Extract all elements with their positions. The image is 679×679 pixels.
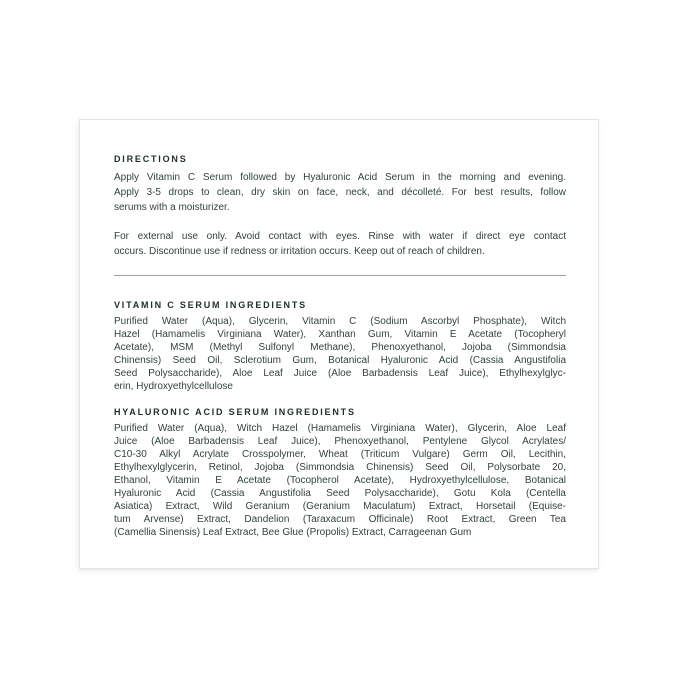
- text-line: Juice (Aloe Barbadensis Leaf Juice), Phenoxyethanol, Pentylene Glycol Acrylates/: [114, 436, 566, 447]
- text-line: Hazel (Hamamelis Virginiana Water), Xanthan Gum, Vitamin E Acetate (Tocopheryl: [114, 329, 566, 340]
- text-line: For external use only. Avoid contact with eyes. Rinse with water if direct eye contact: [114, 231, 566, 242]
- text-line: (Camellia Sinensis) Leaf Extract, Bee Glue (Propolis) Extract, Carrageenan Gum: [114, 527, 472, 538]
- directions-usage-paragraph: [114, 170, 566, 215]
- text-line: Ethanol, Vitamin E Acetate (Tocopherol Acetate), Hydroxyethylcellulose, Botanical: [114, 475, 566, 486]
- text-line: Chinensis) Seed Oil, Sclerotium Gum, Botanical Hyaluronic Acid (Cassia Angustifolia: [114, 355, 566, 366]
- vitamin-c-ingredients-section: [114, 299, 566, 393]
- text-line: occurs. Discontinue use if redness or irritation occurs. Keep out of reach of children.: [114, 246, 485, 257]
- text-line: Apply 3-5 drops to clean, dry skin on face, neck, and décolleté. For best results, follow: [114, 187, 566, 198]
- hyaluronic-acid-ingredients-heading: HYALURONIC ACID SERUM INGREDIENTS: [114, 407, 356, 417]
- text-line: Hyaluronic Acid (Cassia Angustifolia Seed Polysaccharide), Gotu Kola (Centella: [114, 488, 566, 499]
- text-line: Apply Vitamin C Serum followed by Hyaluronic Acid Serum in the morning and evening.: [114, 172, 566, 183]
- text-line: C10-30 Alkyl Acrylate Crosspolymer, Wheat (Triticum Vulgare) Germ Oil, Lecithin,: [114, 449, 566, 460]
- vitamin-c-ingredients-heading: VITAMIN C SERUM INGREDIENTS: [114, 300, 307, 310]
- directions-warning-paragraph: [114, 229, 566, 259]
- text-line: tum Arvense) Extract, Dandelion (Taraxacum Officinale) Root Extract, Green Tea: [114, 514, 566, 525]
- text-line: Purified Water (Aqua), Witch Hazel (Hamamelis Virginiana Water), Glycerin, Aloe Leaf: [114, 423, 566, 434]
- section-divider: [114, 275, 566, 276]
- directions-heading: DIRECTIONS: [114, 154, 188, 164]
- text-line: erin, Hydroxyethylcellulose: [114, 381, 233, 392]
- text-line: Asiatica) Extract, Wild Geranium (Geranium Maculatum) Extract, Horsetail (Equise-: [114, 501, 566, 512]
- directions-section: [114, 153, 566, 259]
- text-line: Seed Polysaccharide), Aloe Leaf Juice (Aloe Barbadensis Leaf Juice), Ethylhexylglyc-: [114, 368, 566, 379]
- text-line: Purified Water (Aqua), Glycerin, Vitamin C (Sodium Ascorbyl Phosphate), Witch: [114, 316, 566, 327]
- vitamin-c-ingredients-paragraph: [114, 315, 566, 393]
- text-line: serums with a moisturizer.: [114, 202, 230, 213]
- text-line: Ethylhexylglycerin, Retinol, Jojoba (Simmondsia Chinensis) Seed Oil, Polysorbate 20,: [114, 462, 566, 473]
- text-line: Acetate), MSM (Methyl Sulfonyl Methane), Phenoxyethanol, Jojoba (Simmondsia: [114, 342, 566, 353]
- label-card: [79, 119, 599, 569]
- hyaluronic-acid-ingredients-section: [114, 406, 566, 539]
- hyaluronic-acid-ingredients-paragraph: [114, 422, 566, 539]
